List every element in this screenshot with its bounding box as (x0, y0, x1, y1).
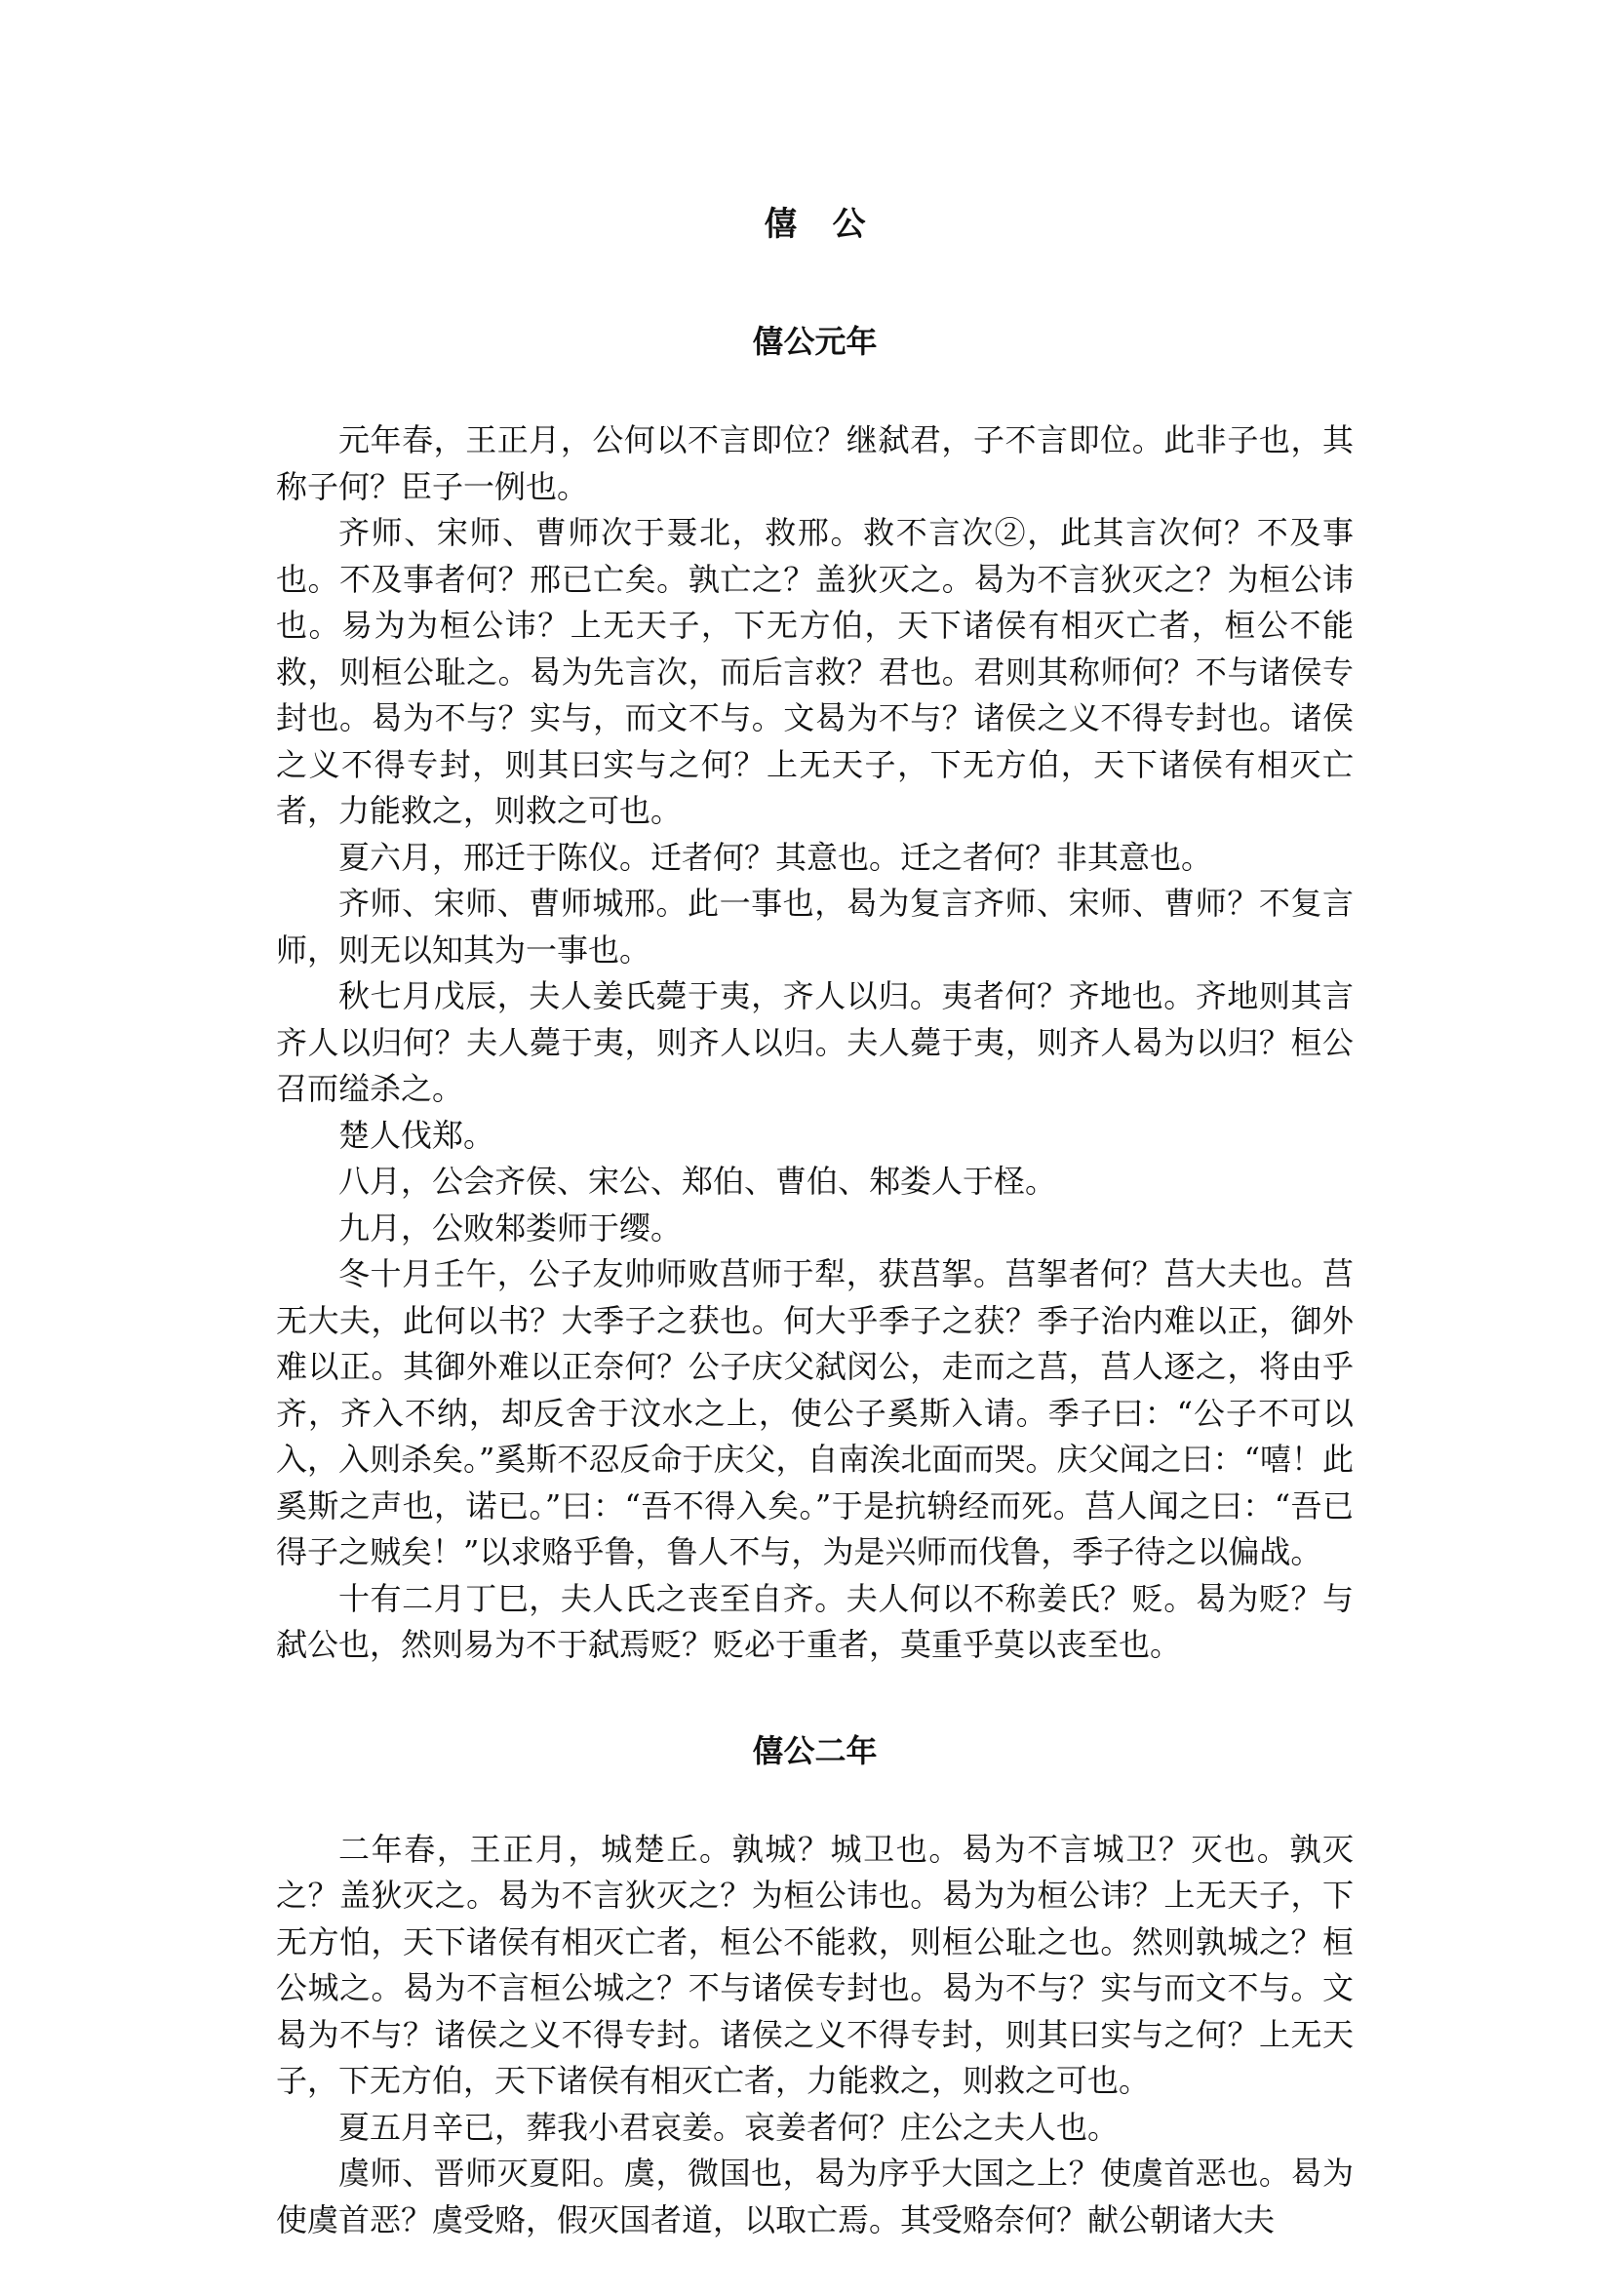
paragraph: 秋七月戊辰，夫人姜氏薨于夷，齐人以归。夷者何？齐地也。齐地则其言齐人以归何？夫人薨于夷，则齐人以归。夫人薨于夷，则齐人曷为以归？桓公召而缢杀之。 (276, 977, 1354, 1107)
section-title: 僖公元年 (752, 323, 878, 360)
paragraph: 十有二月丁巳，夫人氏之丧至自齐。夫人何以不称姜氏？贬。曷为贬？与弑公也，然则易为不于弑焉贬？贬必于重者，莫重乎莫以丧至也。 (276, 1579, 1354, 1663)
paragraph: 楚人伐郑。 (338, 1116, 495, 1154)
section-year-2 (276, 1722, 1354, 2244)
paragraph: 八月，公会齐侯、宋公、郑伯、曹伯、邾娄人于柽。 (338, 1163, 1057, 1200)
paragraph: 夏五月辛已，葬我小君哀姜。哀姜者何？庄公之夫人也。 (338, 2108, 1120, 2146)
paragraph: 齐师、宋师、曹师城邢。此一事也，曷为复言齐师、宋师、曹师？不复言师，则无以知其为一事也。 (276, 885, 1354, 969)
paragraph: 齐师、宋师、曹师次于聂北，救邢。救不言次②，此其言次何？不及事也。不及事者何？邢已亡矣。孰亡之？盖狄灭之。曷为不言狄灭之？为桓公讳也。易为为桓公讳？上无天子，下无方伯，天下诸侯有相灭亡者，桓公不能救，则桓公耻之。曷为先言次，而后言救？君也。君则其称师何？不与诸侯专封也。曷为不与？实与，而文不与。文曷为不与？诸侯之义不得专封也。诸侯之义不得专封，则其曰实与之何？上无天子，下无方伯，天下诸侯有相灭亡者，力能救之，则救之可也。 (276, 514, 1354, 829)
paragraph: 元年春，王正月，公何以不言即位？继弑君，子不言即位。此非子也，其称子何？臣子一例也。 (276, 421, 1354, 505)
document-page (276, 195, 1354, 2296)
paragraph: 冬十月壬午，公子友帅师败莒师于犁，获莒挐。莒挐者何？莒大夫也。莒无大夫，此何以书？大季子之获也。何大乎季子之获？季子治内难以正，御外难以正。其御外难以正奈何？公子庆父弑闵公，走而之莒，莒人逐之，将由乎齐，齐入不纳，却反舍于汶水之上，使公子奚斯入请。季子曰：“公子不可以入，入则杀矣。”奚斯不忍反命于庆父，自南涘北面而哭。庆父闻之曰：“嘻！此奚斯之声也，诺已。”曰：“吾不得入矣。”于是抗辀经而死。莒人闻之曰：“吾已得子之贼矣！”以求赂乎鲁，鲁人不与，为是兴师而伐鲁，季子待之以偏战。 (276, 1255, 1354, 1570)
paragraph: 夏六月，邢迁于陈仪。迁者何？其意也。迁之者何？非其意也。 (338, 838, 1213, 876)
chapter-title: 僖公 (764, 205, 901, 244)
section-year-1 (276, 312, 1354, 1669)
paragraph: 二年春，王正月，城楚丘。孰城？城卫也。曷为不言城卫？灭也。孰灭之？盖狄灭之。曷为不言狄灭之？为桓公讳也。曷为为桓公讳？上无天子，下无方怕，天下诸侯有相灭亡者，桓公不能救，则桓公耻之也。然则孰城之？桓公城之。曷为不言桓公城之？不与诸侯专封也。曷为不与？实与而文不与。文曷为不与？诸侯之义不得专封。诸侯之义不得专封，则其曰实与之何？上无天子，下无方伯，天下诸侯有相灭亡者，力能救之，则救之可也。 (276, 1830, 1354, 2099)
paragraph: 九月，公败邾娄师于缨。 (338, 1208, 683, 1247)
section-title: 僖公二年 (752, 1731, 878, 1769)
paragraph: 虞师、晋师灭夏阳。虞，微国也，曷为序乎大国之上？使虞首恶也。曷为使虞首恶？虞受赂，假灭国者道，以取亡焉。其受赂奈何？献公朝诸大夫 (276, 2155, 1354, 2238)
